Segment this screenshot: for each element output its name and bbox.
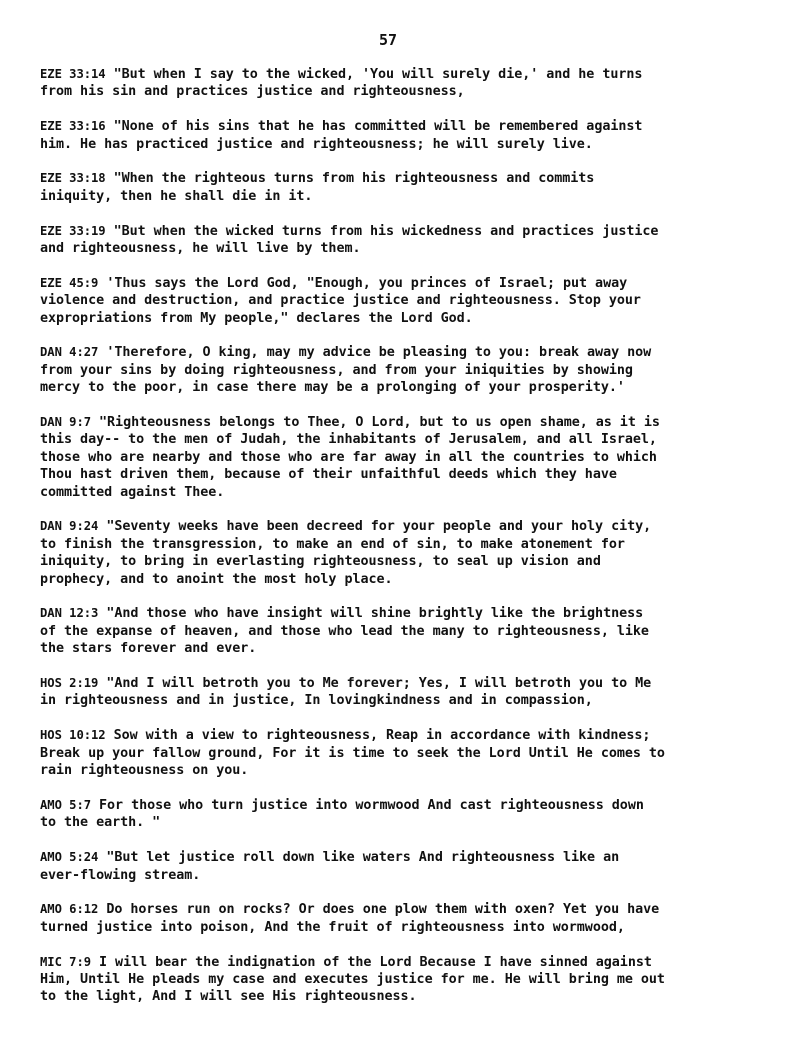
verse-reference: DAN 12:3 (40, 606, 99, 621)
verse-text: "None of his sins that he has committed will be remembered against him. He has practiced justice and righteousness; he will surely live. (40, 119, 643, 152)
verse-reference: AMO 6:12 (40, 902, 99, 917)
verse-reference: DAN 4:27 (40, 345, 99, 360)
verse-entry (40, 727, 760, 779)
verse-reference: EZE 33:19 (40, 223, 106, 238)
verse-reference: EZE 33:16 (40, 119, 106, 134)
verse-text: I will bear the indignation of the Lord Because I have sinned against Him, Until He pleads my case and executes justice for me. He will bring me out to the light, And I will see His righteousness. (40, 954, 665, 1005)
verse-text: 'Thus says the Lord God, "Enough, you princes of Israel; put away violence and destruction, and practice justice and righteousness. Stop your expropriations from My people," declares the Lord God. (40, 275, 641, 326)
verse-entry (40, 675, 760, 710)
verse-reference: AMO 5:24 (40, 850, 99, 865)
verse-text: "But when the wicked turns from his wickedness and practices justice and righteousness, he will live by them. (40, 223, 659, 257)
verse-reference: AMO 5:7 (40, 797, 92, 812)
verse-entry (40, 901, 760, 936)
verse-text: For those who turn justice into wormwood And cast righteousness down to the earth. " (40, 797, 644, 831)
verse-text: Do horses run on rocks? Or does one plow them with oxen? Yet you have turned justice into poison, And the fruit of righteousness into wormwood, (40, 902, 660, 935)
verse-text: "Righteousness belongs to Thee, O Lord, but to us open shame, as it is this day-- to the men of Judah, the inhabitants of Jerusalem, and all Israel, those who are nearby and those who are far away in all the countries to which Thou hast driven them, because of their unfaithful deeds which they have committed against Thee. (40, 415, 660, 500)
verse-reference: EZE 45:9 (40, 275, 99, 290)
verse-reference: DAN 9:24 (40, 519, 99, 534)
verse-entry (40, 275, 760, 327)
verse-text: "And those who have insight will shine brightly like the brightness of the expanse of heaven, and those who lead the many to righteousness, like the stars forever and ever. (40, 606, 649, 657)
verse-entry (40, 223, 760, 258)
verse-reference: MIC 7:9 (40, 954, 92, 969)
verse-entry (40, 518, 760, 588)
verse-text: "Seventy weeks have been decreed for your people and your holy city, to finish the transgression, to make an end of sin, to make atonement for iniquity, to bring in everlasting righteousness, to seal up vision and prophecy, and to anoint the most holy place. (40, 519, 652, 587)
page-number: 57 (378, 31, 398, 49)
verse-text: "And I will betroth you to Me forever; Yes, I will betroth you to Me in righteousness and in justice, In lovingkindness and in compassion, (40, 676, 652, 709)
verse-text: "But let justice roll down like waters And righteousness like an ever-flowing stream. (40, 850, 620, 883)
verse-text: 'Therefore, O king, may my advice be pleasing to you: break away now from your sins by doing righteousness, and from your iniquities by showing mercy to the poor, in case there may be a prolonging of your prosperity.' (40, 345, 652, 396)
verse-entry (40, 118, 760, 153)
verse-entry (40, 797, 760, 832)
verse-text: "When the righteous turns from his righteousness and commits iniquity, then he shall die in it. (40, 171, 595, 204)
verse-reference: DAN 9:7 (40, 415, 92, 430)
verse-reference: EZE 33:18 (40, 171, 106, 186)
verse-text: "But when I say to the wicked, 'You will surely die,' and he turns from his sin and practices justice and righteousness, (40, 67, 643, 100)
verse-list (40, 66, 760, 1023)
verse-entry (40, 414, 760, 501)
verse-entry (40, 849, 760, 884)
verse-entry (40, 344, 760, 396)
verse-entry (40, 954, 760, 1006)
verse-entry (40, 66, 760, 101)
verse-reference: EZE 33:14 (40, 67, 106, 81)
verse-reference: HOS 2:19 (40, 676, 99, 691)
verse-entry (40, 605, 760, 657)
verse-entry (40, 170, 760, 205)
verse-reference: HOS 10:12 (40, 728, 106, 743)
verse-text: Sow with a view to righteousness, Reap in accordance with kindness; Break up your fallow ground, For it is time to seek the Lord Until He comes to rain righteousness on you. (40, 728, 665, 779)
